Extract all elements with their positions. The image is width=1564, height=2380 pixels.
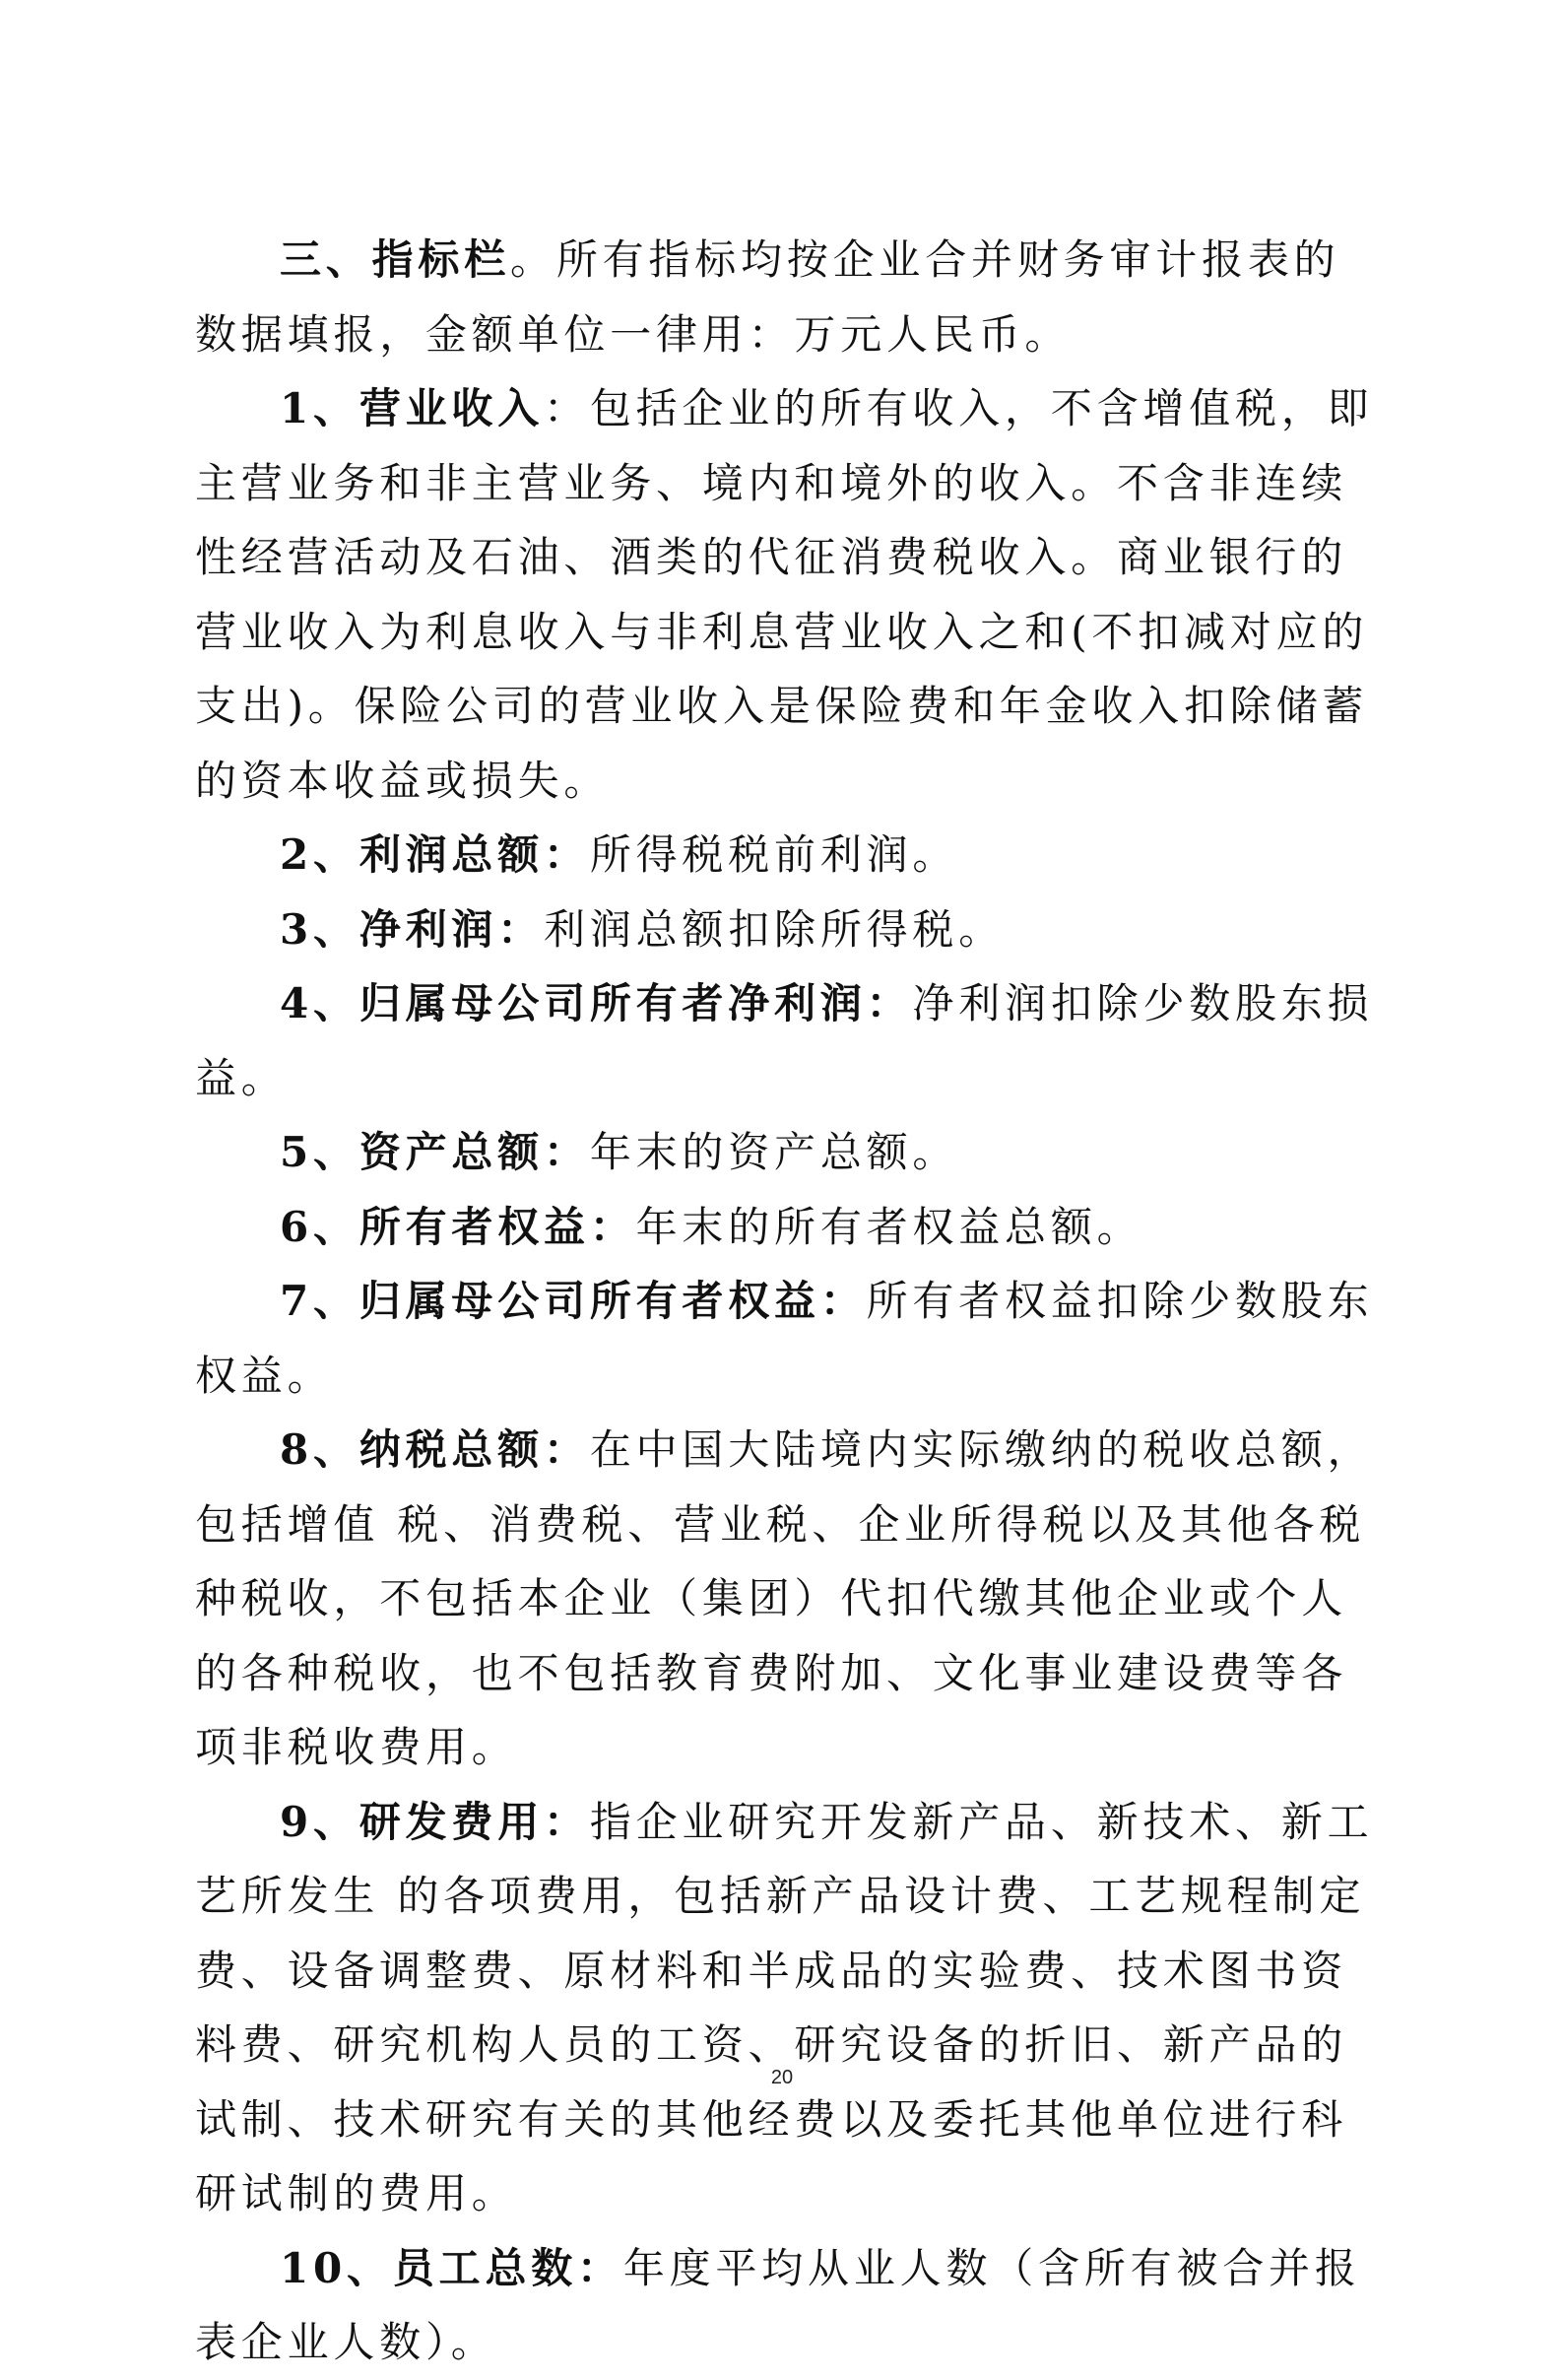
paragraph-text: 所得税税前利润。 xyxy=(589,830,959,879)
paragraph-total-tax xyxy=(195,1413,1377,1785)
paragraph-label: 三、指标栏 xyxy=(280,235,511,284)
paragraph-text: 利润总额扣除所得税。 xyxy=(544,904,1006,954)
paragraph-total-employees xyxy=(195,2231,1377,2380)
paragraph-text: 年末的所有者权益总额。 xyxy=(635,1202,1143,1251)
paragraph-text: 净利润扣除少数股东损益。 xyxy=(195,979,1374,1102)
paragraph-indicator-section xyxy=(195,223,1377,371)
paragraph-owners-equity xyxy=(195,1190,1377,1265)
paragraph-text: 所有者权益扣除少数股东权益。 xyxy=(195,1277,1374,1400)
paragraph-label: 8、纳税总额： xyxy=(280,1425,590,1474)
document-body xyxy=(195,223,1377,2380)
paragraph-label: 5、资产总额： xyxy=(280,1128,590,1176)
paragraph-label: 7、归属母公司所有者权益： xyxy=(280,1277,867,1325)
paragraph-label: 4、归属母公司所有者净利润： xyxy=(280,979,913,1027)
paragraph-total-profit xyxy=(195,818,1377,892)
paragraph-rnd-expenses xyxy=(195,1785,1377,2231)
paragraph-parent-owners-equity xyxy=(195,1264,1377,1413)
paragraph-text: ：包括企业的所有收入，不含增值税，即主营业务和非主营业务、境内和境外的收入。不含非连续性经营活动及石油、酒类的代征消费税收入。商业银行的营业收入为利息收入与非利息营业收入之和(不扣减对应的支出)。保险公司的营业收入是保险费和年金收入扣除储蓄的资本收益或损失。 xyxy=(195,384,1374,805)
paragraph-net-profit xyxy=(195,892,1377,967)
paragraph-label: 9、研发费用： xyxy=(280,1797,590,1846)
paragraph-text: 在中国大陆境内实际缴纳的税收总额，包括增值 税、消费税、营业税、企业所得税以及其他各税种税收，不包括本企业（集团）代扣代缴其他企业或个人的各种税收，也不包括教育费附加、文化事业建设费等各项非税收费用。 xyxy=(195,1425,1374,1771)
paragraph-label: 10、员工总数： xyxy=(280,2243,623,2292)
paragraph-label: 3、净利润： xyxy=(280,904,545,954)
paragraph-total-assets xyxy=(195,1115,1377,1190)
paragraph-label: 2、利润总额： xyxy=(280,830,590,879)
paragraph-label: 1、营业收入 xyxy=(280,384,545,432)
paragraph-label: 6、所有者权益： xyxy=(280,1202,636,1251)
paragraph-text: 。所有指标均按企业合并财务审计报表的数据填报，金额单位一律用：万元人民币。 xyxy=(195,235,1340,359)
paragraph-parent-net-profit xyxy=(195,966,1377,1115)
paragraph-text: 年度平均从业人数（含所有被合并报表企业人数）。 xyxy=(195,2243,1361,2366)
paragraph-text: 指企业研究开发新产品、新技术、新工艺所发生 的各项费用，包括新产品设计费、工艺规程制定费、设备调整费、原材料和半成品的实验费、技术图书资料费、研究机构人员的工资、研究设备的折旧、新产品的试制、技术研究有关的其他经费以及委托其他单位进行科研试制的费用。 xyxy=(195,1797,1374,2217)
page-number: 20 xyxy=(770,2067,794,2088)
paragraph-text: 年末的资产总额。 xyxy=(589,1128,959,1176)
paragraph-operating-revenue xyxy=(195,371,1377,818)
